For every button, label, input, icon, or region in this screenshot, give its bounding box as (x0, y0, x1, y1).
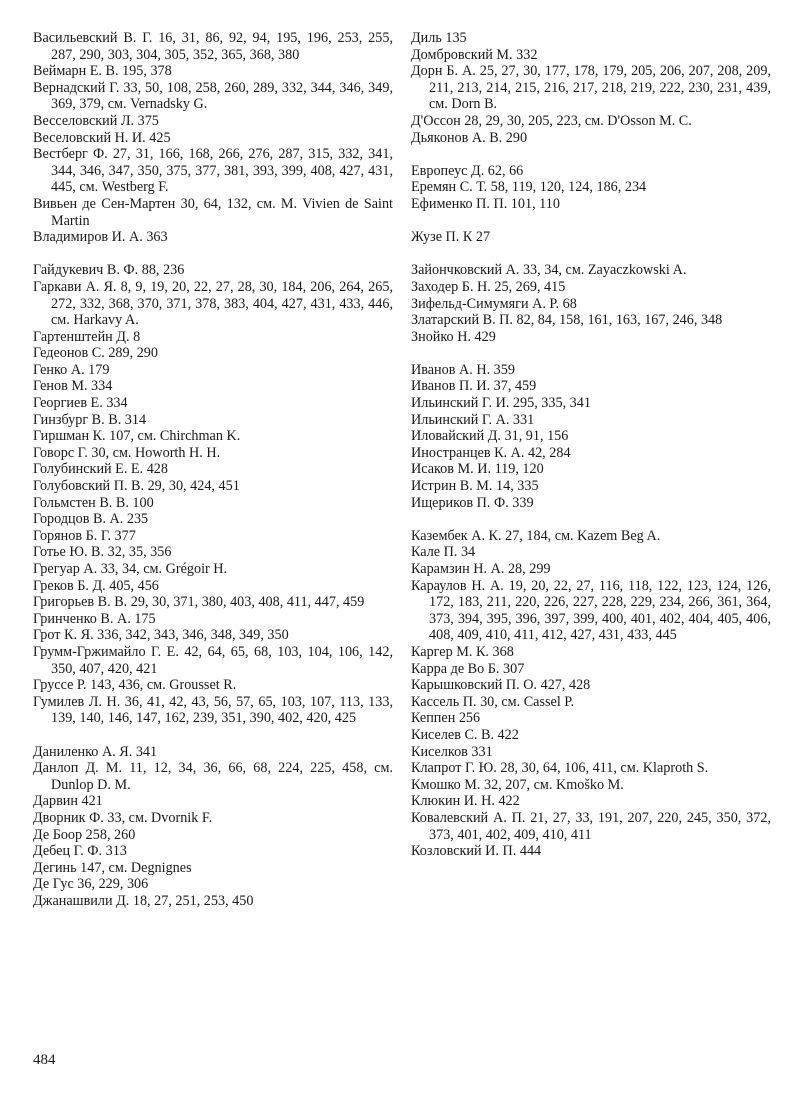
index-entry: Греков Б. Д. 405, 456 (33, 577, 159, 594)
index-entry: Гаркави А. Я. 8, 9, 19, 20, 22, 27, 28, 30, 184, 206, 264, 265, 272, 332, 368, 370, 371, 378, 383, 404, 427, 431, 433, 446, см. Harkavy A. (33, 278, 393, 329)
index-entry: Иностранцев К. А. 42, 284 (411, 444, 571, 461)
index-entry: Владимиров И. А. 363 (33, 229, 168, 246)
index-entry: Городцов В. А. 235 (33, 511, 149, 528)
index-entry: Еремян С. Т. 58, 119, 120, 124, 186, 234 (411, 179, 647, 196)
index-entry: Европеус Д. 62, 66 (411, 162, 524, 179)
index-entry: Златарский В. П. 82, 84, 158, 161, 163, 167, 246, 348 (411, 312, 723, 329)
index-entry: Дорн Б. А. 25, 27, 30, 177, 178, 179, 205, 206, 207, 208, 209, 211, 213, 214, 215, 216, 217, 218, 219, 222, 230, 231, 439, см. Dorn B. (411, 63, 771, 113)
index-entry: Георгиев Е. 334 (33, 395, 128, 412)
index-entry: Григорьев В. В. 29, 30, 371, 380, 403, 408, 411, 447, 459 (33, 594, 365, 611)
index-entry: Истрин В. М. 14, 335 (411, 478, 539, 495)
index-letter-gap (411, 345, 771, 362)
index-entry: Дворник Ф. 33, см. Dvornik F. (33, 809, 213, 826)
index-entry: Данлоп Д. М. 11, 12, 34, 36, 66, 68, 224, 225, 458, см. Dunlop D. M. (33, 760, 393, 793)
index-letter-gap (411, 246, 771, 263)
index-entry: Ковалевский А. П. 21, 27, 33, 191, 207, 220, 245, 350, 372, 373, 401, 402, 409, 410, 411 (411, 809, 771, 843)
index-entry: Ильинский Г. А. 331 (411, 411, 535, 428)
index-entry: Готье Ю. В. 32, 35, 356 (33, 544, 172, 561)
index-entry: Заходер Б. Н. 25, 269, 415 (411, 278, 566, 295)
index-entry: Клапрот Г. Ю. 28, 30, 64, 106, 411, см. Klaproth S. (411, 760, 709, 777)
index-entry: Васильевский В. Г. 16, 31, 86, 92, 94, 195, 196, 253, 255, 287, 290, 303, 304, 305, 352, 365, 368, 380 (33, 30, 393, 63)
index-entry: Говорс Г. 30, см. Howorth H. H. (33, 444, 221, 461)
index-entry: Веселовский Н. И. 425 (33, 129, 171, 146)
index-letter-gap (33, 727, 393, 744)
index-entry: Клюкин И. Н. 422 (411, 793, 520, 810)
index-entry: Даниленко А. Я. 341 (33, 743, 158, 760)
index-entry: Грот К. Я. 336, 342, 343, 346, 348, 349, 350 (33, 627, 289, 644)
index-entry: Веймарн Е. В. 195, 378 (33, 63, 172, 80)
index-entry: Карышковский П. О. 427, 428 (411, 677, 591, 694)
index-letter-gap (411, 213, 771, 230)
index-entry: Кале П. 34 (411, 544, 476, 561)
index-entry: Зифельд-Симумяги А. Р. 68 (411, 295, 577, 312)
index-entry: Зайончковский А. 33, 34, см. Zayaczkowski A. (411, 262, 687, 279)
index-entry: Кассель П. 30, см. Cassel P. (411, 693, 575, 710)
index-entry: Джанашвили Д. 18, 27, 251, 253, 450 (33, 892, 254, 909)
index-entry: Голубинский Е. Е. 428 (33, 461, 168, 478)
index-entry: Ильинский Г. И. 295, 335, 341 (411, 395, 591, 412)
index-entry: Гайдукевич В. Ф. 88, 236 (33, 262, 185, 279)
index-entry: Кмошко М. 32, 207, см. Kmoško M. (411, 776, 624, 793)
index-entry: Вернадский Г. 33, 50, 108, 258, 260, 289, 332, 344, 346, 349, 369, 379, см. Vernadsky G. (33, 79, 393, 113)
index-entry: Де Гус 36, 229, 306 (33, 876, 149, 893)
index-entry: Груссе Р. 143, 436, см. Grousset R. (33, 677, 237, 694)
index-entry: Горянов Б. Г. 377 (33, 527, 136, 544)
index-entry: Каргер М. К. 368 (411, 643, 514, 660)
index-entry: Дебец Г. Ф. 313 (33, 843, 127, 860)
index-entry: Киселков 331 (411, 743, 493, 760)
index-entry: Диль 135 (411, 30, 467, 46)
index-entry: Гиршман К. 107, см. Chirchman K. (33, 428, 241, 445)
index-entry: Гольмстен В. В. 100 (33, 494, 154, 511)
index-entry: Генко А. 179 (33, 361, 110, 378)
page-number: 484 (33, 1052, 56, 1068)
index-entry: Жузе П. К 27 (411, 229, 491, 246)
index-entry: Гартенштейн Д. 8 (33, 328, 141, 345)
index-entry: Дарвин 421 (33, 793, 103, 810)
index-entry: Де Боор 258, 260 (33, 826, 136, 843)
index-entry: Исаков М. И. 119, 120 (411, 461, 544, 478)
index-entry: Дегинь 147, см. Degnignes (33, 859, 192, 876)
index-entry: Иловайский Д. 31, 91, 156 (411, 428, 569, 445)
index-entry: Грегуар А. 33, 34, см. Grégoir H. (33, 561, 228, 577)
index-entry: Знойко Н. 429 (411, 328, 496, 345)
index-entry: Вивьен де Сен-Мартен 30, 64, 132, см. M. Vivien de Saint Martin (33, 195, 393, 229)
index-entry: Ефименко П. П. 101, 110 (411, 195, 560, 212)
index-entry: Гринченко В. А. 175 (33, 610, 156, 627)
index-entry: Грумм-Гржимайло Г. Е. 42, 64, 65, 68, 103, 104, 106, 142, 350, 407, 420, 421 (33, 643, 393, 677)
index-entry: Д'Оссон 28, 29, 30, 205, 223, см. D'Osson M. C. (411, 112, 692, 129)
index-column-left (33, 30, 393, 909)
index-entry: Караулов Н. А. 19, 20, 22, 27, 116, 118, 122, 123, 124, 126, 172, 183, 211, 220, 226, 227, 228, 229, 234, 266, 361, 364, 373, 394, 395, 396, 397, 399, 400, 401, 402, 404, 405, 406, 408, 409, 410, 411, 412, 427, 431, 433, 445 (411, 577, 771, 644)
index-entry: Козловский И. П. 444 (411, 843, 542, 860)
index-entry: Гинзбург В. В. 314 (33, 411, 147, 428)
index-letter-gap (411, 511, 771, 528)
index-entry: Генов М. 334 (33, 378, 113, 395)
index-entry: Вестберг Ф. 27, 31, 166, 168, 266, 276, 287, 315, 332, 341, 344, 346, 347, 350, 375, 377, 381, 393, 399, 408, 427, 431, 445, см. Westberg F. (33, 146, 393, 196)
index-entry: Ищериков П. Ф. 339 (411, 494, 534, 511)
index-entry: Дьяконов А. В. 290 (411, 129, 528, 146)
index-letter-gap (33, 246, 393, 263)
index-entry: Гумилев Л. Н. 36, 41, 42, 43, 56, 57, 65, 103, 107, 113, 133, 139, 140, 146, 147, 162, 239, 351, 390, 402, 420, 425 (33, 693, 393, 727)
index-entry: Гедеонов С. 289, 290 (33, 345, 158, 362)
index-column-right (411, 30, 771, 860)
index-entry: Карамзин Н. А. 28, 299 (411, 561, 551, 577)
index-entry: Иванов П. И. 37, 459 (411, 378, 537, 395)
index-letter-gap (411, 146, 771, 163)
index-entry: Иванов А. Н. 359 (411, 361, 515, 378)
index-entry: Весселовский Л. 375 (33, 112, 159, 129)
index-entry: Кеппен 256 (411, 710, 481, 727)
index-entry: Голубовский П. В. 29, 30, 424, 451 (33, 478, 240, 495)
index-entry: Казембек А. К. 27, 184, см. Kazem Beg A. (411, 527, 661, 544)
index-entry: Домбровский М. 332 (411, 46, 538, 63)
index-entry: Карра де Во Б. 307 (411, 660, 525, 677)
index-entry: Киселев С. В. 422 (411, 726, 519, 743)
